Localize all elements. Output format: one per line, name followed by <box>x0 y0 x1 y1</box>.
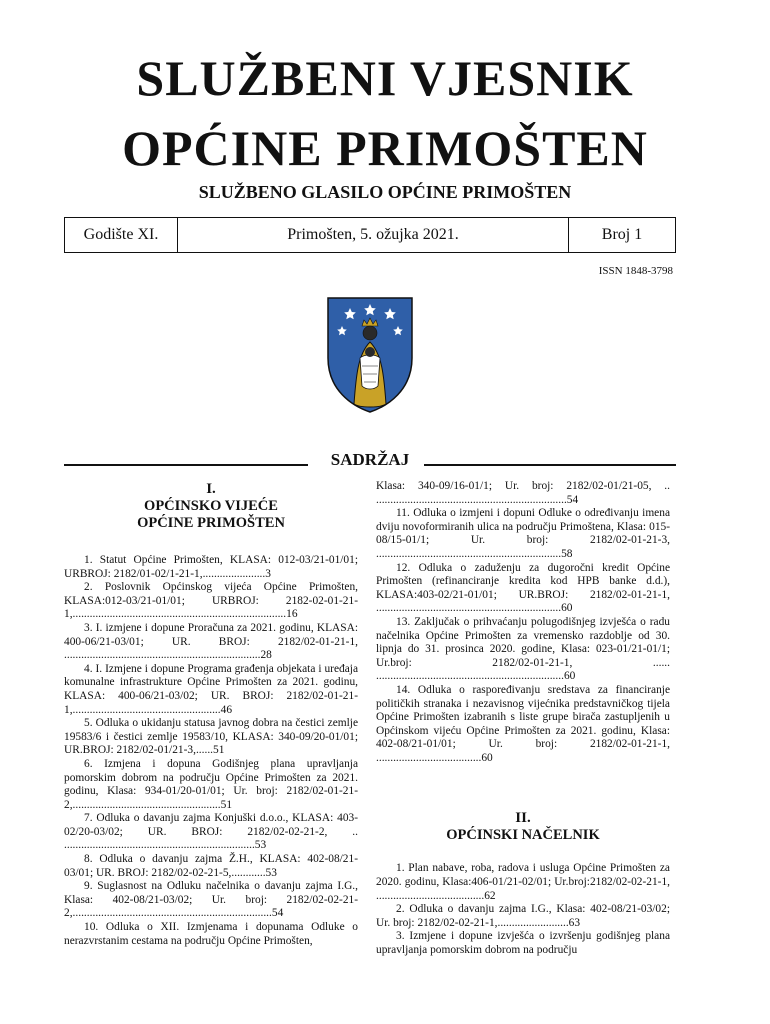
contents-column-left <box>64 480 358 948</box>
section-number: I. <box>206 481 216 497</box>
contents-entry: 1. Plan nabave, roba, radova i usluga Općine Primošten za 2020. godinu, Klasa:406-01/21-02/01; Ur.broj:2182/02-02-21-1, ......................................62 <box>376 862 670 902</box>
contents-entry: 10. Odluka o XII. Izmjenama i dopunama Odluke o nerazvrstanim cestama na području Općine Primošten, <box>64 921 358 947</box>
contents-entry: 14. Odluka o raspoređivanju sredstava za financiranje političkih stranaka i nezavisnog vijećnika predstavničkog tijela Općine Primošten izabranih s liste grupe birača zastupljenih u Općinskom vijeću Općine Primošten za 2021. godinu, Klasa: 402-08/21-01/01; Ur. broj: 2182/02-01-21-1, .....................................60 <box>376 683 670 764</box>
contents-entry: 9. Suglasnost na Odluku načelnika o davanju zajma I.G., Klasa: 402-08/21-03/02; Ur. broj: 2182/02-02-21-2,......................................................................54 <box>64 880 358 920</box>
publication-title-line2: OPĆINE PRIMOŠTEN <box>122 120 648 176</box>
contents-entry: 1. Statut Općine Primošten, KLASA: 012-03/21-01/01; URBROJ: 2182/01-02/1-21-1,......................3 <box>64 554 358 580</box>
contents-column-right <box>376 480 670 958</box>
contents-entry: 8. Odluka o davanju zajma Ž.H., KLASA: 402-08/21-03/01; UR. BROJ: 2182/02-02-21-5,............53 <box>64 853 358 879</box>
issue-number: Broj 1 <box>568 218 675 252</box>
contents-entry-continuation: Klasa: 340-09/16-01/1; Ur. broj: 2182/02-01/21-05, .. ...................................................................54 <box>376 480 670 506</box>
contents-entry: 7. Odluka o davanju zajma Konjuški d.o.o., KLASA: 403-02/20-03/02; UR. BROJ: 2182/02-02-21-2, .. ...................................................................53 <box>64 812 358 852</box>
publication-title-line1: SLUŽBENI VJESNIK <box>136 50 634 106</box>
contents-entry: 3. I. izmjene i dopune Proračuna za 2021. godinu, KLASA: 400-06/21-03/01; UR. BROJ: 2182/02-01-21-1, .....................................................................28 <box>64 621 358 662</box>
issue-info-box <box>64 217 676 253</box>
issn-label: ISSN 1848-3798 <box>598 265 673 277</box>
contents-entry: 2. Poslovnik Općinskog vijeća Općine Primošten, KLASA:012-03/21-01/01; URBROJ: 2182-02-01-21-1,...........................................................................16 <box>64 581 358 621</box>
contents-entry: 5. Odluka o ukidanju statusa javnog dobra na čestici zemlje 19583/6 i čestici zemlje 19583/10, KLASA: 340-09/20-01/01; UR.BROJ: 2182/02-01/21-3,......51 <box>64 717 358 757</box>
issue-year: Godište XI. <box>65 218 178 252</box>
coat-of-arms-icon <box>326 296 414 414</box>
section-title-line1: OPĆINSKO VIJEĆE <box>144 498 278 514</box>
contents-entry: 4. I. Izmjene i dopune Programa građenja objekata i uređaja komunalne infrastrukture Općine Primošten za 2021. godinu, KLASA: 400-06/21-03/02; UR. BROJ: 2182/02-01-21-1,....................................................46 <box>64 662 358 716</box>
contents-entry: 13. Zaključak o prihvaćanju polugodišnjeg izvješća o radu načelnika Općine Primošten za vremensko razdoblje od 30. lipnja do 31. prosinca 2020. godine, Klasa: 023-01/21-01/1; Ur.broj: 2182/02-01-21-1, ...... ..................................................................60 <box>376 615 670 683</box>
contents-entry: 2. Odluka o davanju zajma I.G., Klasa: 402-08/21-03/02; Ur. broj: 2182/02-02-21-1,.........................63 <box>376 903 670 929</box>
heading-rule-right <box>424 464 676 466</box>
contents-entry: 12. Odluka o zaduženju za dugoročni kredit Općine Primošten (refinanciranje kredita kod HPB banke d.d.), KLASA:403-02/21-01/01; UR.BROJ: 2182/02-01-21-1, .................................................................60 <box>376 561 670 615</box>
contents-title: SADRŽAJ <box>330 450 410 469</box>
contents-entry: 11. Odluka o izmjeni i dopuni Odluke o određivanju imena dviju novoformiranih ulica na području Primoštena, Klasa: 015-08/15-01/1; Ur. broj: 2182/02-01-21-3, .................................................................58 <box>376 507 670 560</box>
section-number: II. <box>515 810 531 827</box>
contents-entry: 6. Izmjena i dopuna Godišnjeg plana upravljanja pomorskim dobrom na području Općine Primošten za 2021. godinu, Klasa: 934-01/20-01/01; Ur. broj: 2182/02-01-21-2,....................................................51 <box>64 757 358 811</box>
section-title: OPĆINSKI NAČELNIK <box>446 827 600 844</box>
publication-subtitle: SLUŽBENO GLASILO OPĆINE PRIMOŠTEN <box>198 182 572 202</box>
section-title-line2: OPĆINE PRIMOŠTEN <box>137 515 285 531</box>
contents-entry: 3. Izmjene i dopune izvješća o izvršenju godišnjeg plana upravljanja pomorskim dobrom na području <box>376 930 670 957</box>
contents-heading <box>64 450 676 472</box>
issue-date: Primošten, 5. ožujka 2021. <box>287 226 459 243</box>
